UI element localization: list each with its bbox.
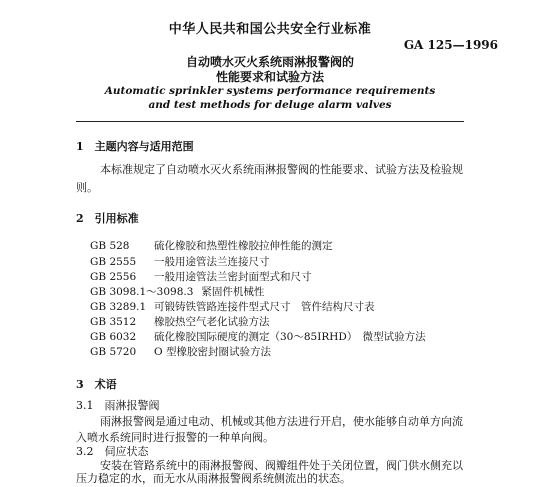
- reference-title: 一般用途管法兰连接尺寸: [154, 256, 270, 268]
- term-3-1-line1: 雨淋报警阀是通过电动、机械或其他方法进行开启，使水能够自动单方向流: [100, 415, 463, 428]
- reference-title: 橡胶热空气老化试验方法: [154, 316, 270, 328]
- title-cn-line1: 自动喷水灭火系统雨淋报警阀的: [185, 55, 354, 69]
- reference-code: GB 2555: [90, 256, 137, 268]
- standard-number: GA 125—1996: [403, 38, 498, 52]
- reference-title: 一般用途管法兰密封面型式和尺寸: [154, 271, 312, 283]
- term-3-1-line2: 入喷水系统同时进行报警的一种单向阀。: [76, 431, 274, 444]
- term-3-2-heading: 3.2 伺应状态: [76, 445, 149, 458]
- term-3-2-line2: 压力稳定的水，而无水从雨淋报警阀系统侧流出的状态。: [76, 472, 351, 485]
- reference-code: GB 528: [90, 240, 130, 252]
- section-3-heading: 3 术语: [76, 378, 117, 391]
- reference-code: GB 3098.1～3098.3: [90, 286, 194, 298]
- issuing-org: 中华人民共和国公共安全行业标准: [168, 22, 372, 37]
- section-1-para-line2: 则。: [76, 181, 98, 194]
- reference-item: [90, 314, 270, 329]
- title-en-line1: Automatic sprinkler systems performance requirements: [104, 85, 436, 97]
- reference-item: [90, 284, 264, 299]
- reference-code: GB 3512: [90, 316, 137, 328]
- term-3-2-line1: 安装在管路系统中的雨淋报警阀、阀瓣组件处于关闭位置，阀门供水侧充以: [100, 459, 463, 472]
- section-1-heading: 1 主题内容与适用范围: [76, 140, 194, 153]
- title-en-line2: and test methods for deluge alarm valves: [148, 99, 392, 111]
- reference-item: [90, 238, 333, 253]
- section-2-heading: 2 引用标准: [76, 212, 139, 225]
- reference-title: 紧固件机械性: [201, 286, 265, 298]
- reference-title: 硫化橡胶和热塑性橡胶拉伸性能的测定: [154, 240, 333, 252]
- header-rule: [76, 121, 464, 122]
- term-3-1-heading: 3.1 雨淋报警阀: [76, 399, 160, 412]
- reference-item: [90, 299, 375, 314]
- reference-item: [90, 269, 312, 284]
- reference-title: 可锻铸铁管路连接件型式尺寸 管件结构尺寸表: [154, 301, 375, 313]
- reference-code: GB 3289.1: [90, 301, 147, 313]
- reference-item: [90, 344, 271, 359]
- section-1-para-line1: 本标准规定了自动喷水灭火系统雨淋报警阀的性能要求、试验方法及检验规: [100, 163, 463, 176]
- reference-code: GB 6032: [90, 331, 137, 343]
- reference-code: GB 5720: [90, 346, 137, 358]
- reference-code: GB 2556: [90, 271, 137, 283]
- reference-item: [90, 329, 426, 344]
- reference-item: [90, 254, 270, 269]
- reference-title: O 型橡胶密封圈试验方法: [154, 346, 271, 358]
- reference-title: 硫化橡胶国际硬度的测定（30～85IRHD） 微型试验方法: [154, 331, 426, 343]
- title-cn-line2: 性能要求和试验方法: [215, 70, 324, 84]
